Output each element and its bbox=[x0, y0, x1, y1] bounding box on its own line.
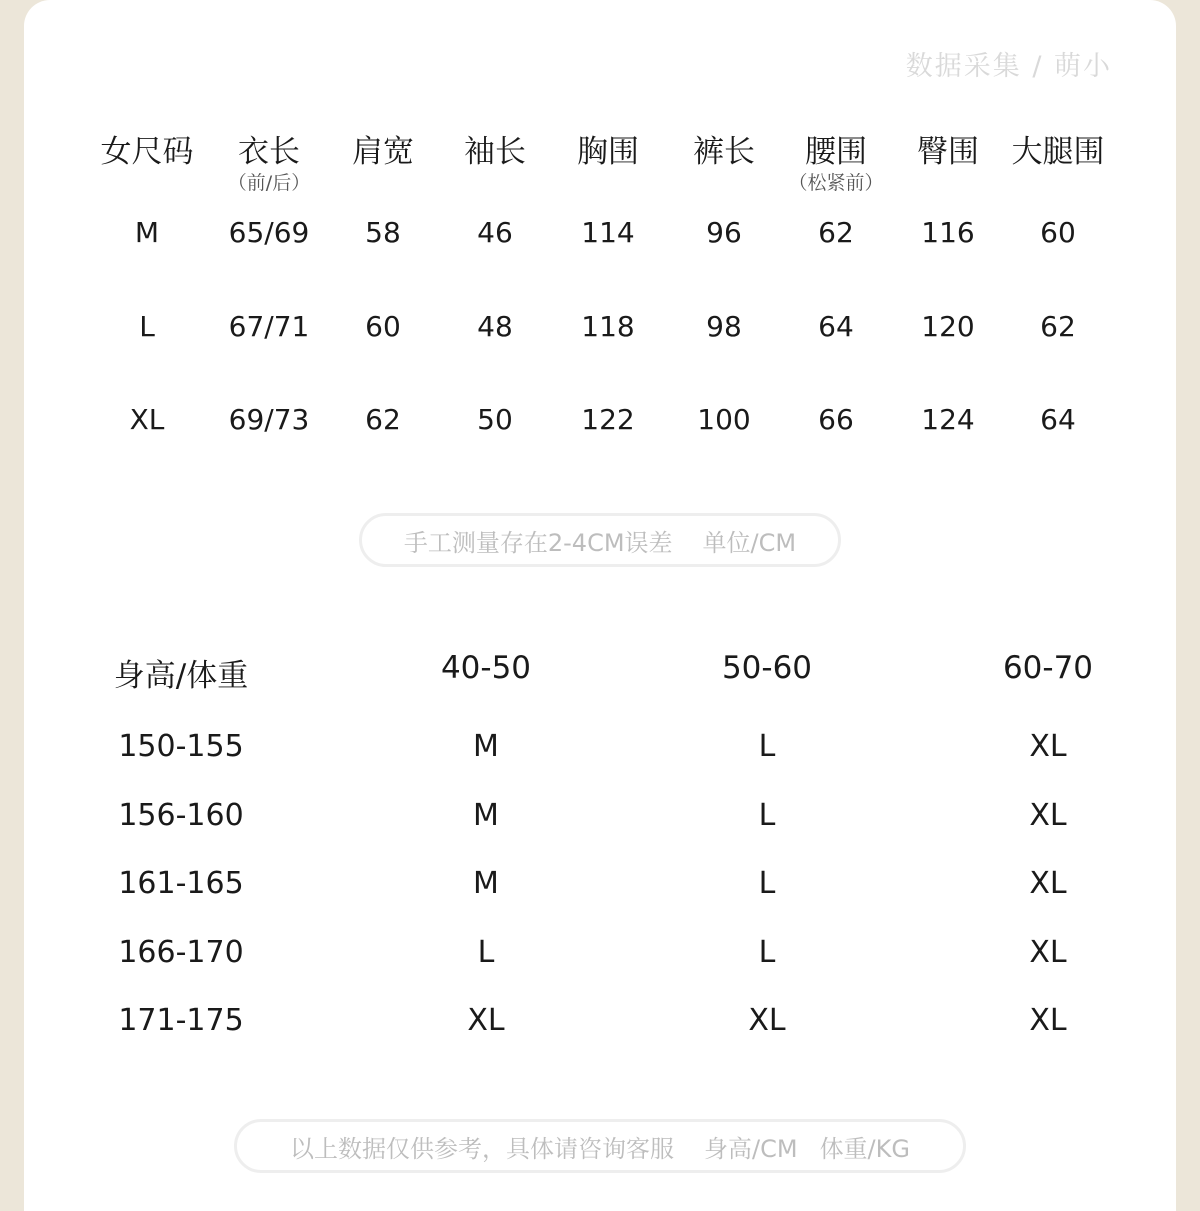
size-cell: 60 bbox=[1040, 216, 1076, 249]
size-cell: 46 bbox=[477, 216, 513, 249]
weight-unit: 体重/KG bbox=[819, 1134, 910, 1163]
size-header: 大腿围 bbox=[1011, 134, 1105, 170]
recommendation-cell: XL bbox=[1029, 866, 1067, 901]
size-cell: 100 bbox=[697, 403, 751, 436]
recommendation-cell: 156-160 bbox=[118, 798, 244, 833]
size-cell: 120 bbox=[921, 310, 975, 343]
recommendation-cell: L bbox=[758, 798, 776, 833]
size-cell: 50 bbox=[477, 403, 513, 436]
recommendation-cell: 161-165 bbox=[118, 866, 244, 901]
size-cell: 98 bbox=[706, 310, 742, 343]
size-cell: 62 bbox=[818, 216, 854, 249]
size-cell: 122 bbox=[581, 403, 635, 436]
recommendation-cell: L bbox=[477, 935, 495, 970]
recommendation-cell: 166-170 bbox=[118, 935, 244, 970]
recommendation-header: 60-70 bbox=[1002, 650, 1094, 686]
size-cell: 118 bbox=[581, 310, 635, 343]
recommendation-header: 50-60 bbox=[721, 650, 813, 686]
recommendation-cell: M bbox=[473, 866, 499, 901]
size-header: 腰围 bbox=[805, 134, 867, 170]
size-cell: 64 bbox=[1040, 403, 1076, 436]
size-cell: 64 bbox=[818, 310, 854, 343]
recommendation-cell: XL bbox=[1029, 935, 1067, 970]
recommendation-cell: M bbox=[473, 729, 499, 764]
size-cell: 67/71 bbox=[228, 310, 310, 343]
recommendation-cell: M bbox=[473, 798, 499, 833]
reference-note bbox=[234, 1119, 966, 1173]
recommendation-header: 40-50 bbox=[440, 650, 532, 686]
recommendation-cell: L bbox=[758, 866, 776, 901]
reference-note-text: 以上数据仅供参考，具体请咨询客服 bbox=[290, 1134, 674, 1163]
height-unit: 身高/CM bbox=[704, 1134, 798, 1163]
size-header: 臀围 bbox=[917, 134, 979, 170]
recommendation-cell: XL bbox=[1029, 729, 1067, 764]
size-header-note: （松紧前） bbox=[788, 172, 884, 194]
recommendation-cell: XL bbox=[1029, 1003, 1067, 1038]
size-cell: 116 bbox=[921, 216, 975, 249]
size-header: 胸围 bbox=[577, 134, 639, 170]
size-cell: 62 bbox=[1040, 310, 1076, 343]
size-cell: 62 bbox=[365, 403, 401, 436]
measurement-note-text: 手工测量存在2-4CM误差 bbox=[403, 528, 673, 557]
size-header: 女尺码 bbox=[100, 134, 194, 170]
recommendation-cell: XL bbox=[1029, 798, 1067, 833]
size-cell: 69/73 bbox=[228, 403, 310, 436]
size-cell: M bbox=[134, 216, 160, 249]
size-cell: 65/69 bbox=[228, 216, 310, 249]
recommendation-cell: L bbox=[758, 935, 776, 970]
recommendation-cell: 171-175 bbox=[118, 1003, 244, 1038]
size-cell: 114 bbox=[581, 216, 635, 249]
size-cell: 60 bbox=[365, 310, 401, 343]
recommendation-cell: XL bbox=[748, 1003, 786, 1038]
size-header-note: （前/后） bbox=[227, 172, 311, 194]
size-cell: 58 bbox=[365, 216, 401, 249]
size-header: 肩宽 bbox=[352, 134, 414, 170]
recommendation-header: 身高/体重 bbox=[113, 658, 249, 694]
recommendation-cell: L bbox=[758, 729, 776, 764]
credit-text: 数据采集 / 萌小 bbox=[905, 51, 1112, 82]
size-cell: L bbox=[139, 310, 155, 343]
size-cell: 66 bbox=[818, 403, 854, 436]
size-cell: 124 bbox=[921, 403, 975, 436]
size-header: 裤长 bbox=[693, 134, 755, 170]
size-cell: XL bbox=[129, 403, 165, 436]
size-header: 衣长 bbox=[238, 134, 300, 170]
measurement-note bbox=[359, 513, 841, 567]
recommendation-cell: XL bbox=[467, 1003, 505, 1038]
measurement-unit: 单位/CM bbox=[702, 528, 797, 557]
size-header: 袖长 bbox=[464, 134, 526, 170]
size-cell: 48 bbox=[477, 310, 513, 343]
recommendation-cell: 150-155 bbox=[118, 729, 244, 764]
size-cell: 96 bbox=[706, 216, 742, 249]
